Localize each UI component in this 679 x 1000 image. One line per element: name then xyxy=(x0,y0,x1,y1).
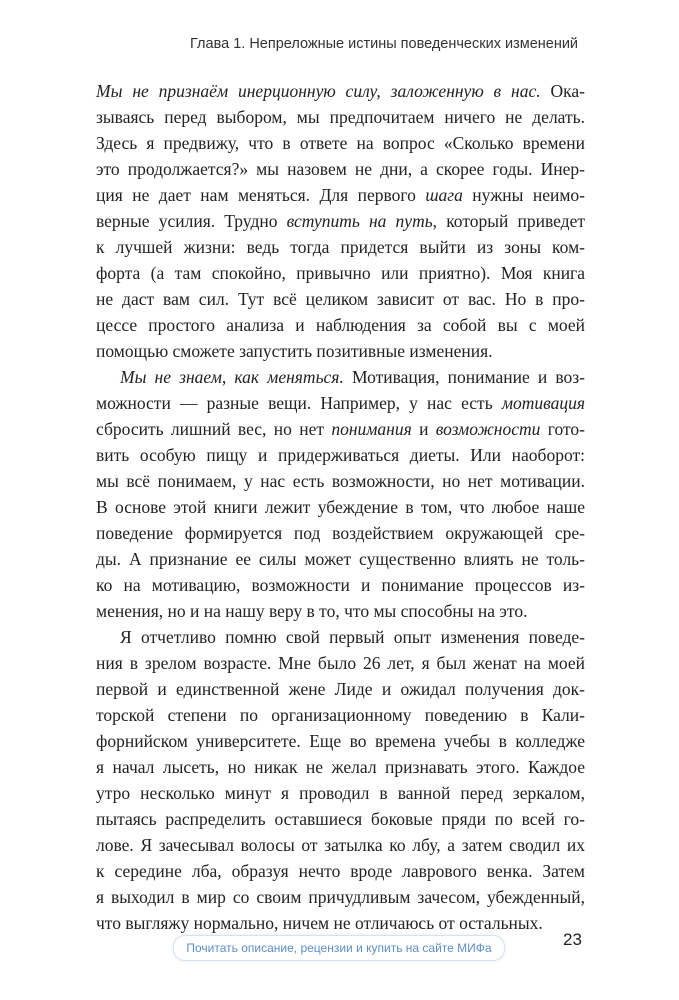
text-line xyxy=(96,156,585,182)
text-line xyxy=(96,312,585,338)
text-segment: сбросить лишний вес, но нет xyxy=(96,419,332,439)
text-segment: форнийском университете. Еще во времена учебы в колледже xyxy=(96,731,585,751)
text-line xyxy=(96,858,585,884)
text-segment: Я отчетливо помню свой первый опыт изменения поведе- xyxy=(120,627,585,647)
text-line xyxy=(96,208,585,234)
text-segment: и xyxy=(411,419,436,439)
page-number: 23 xyxy=(563,930,582,949)
text-segment: можности — разные вещи. Например, у нас есть xyxy=(96,393,502,413)
text-line xyxy=(96,780,585,806)
text-line xyxy=(96,598,585,624)
text-line xyxy=(96,234,585,260)
text-segment: пытаясь распределить оставшиеся боковые пряди по всей го- xyxy=(96,809,585,829)
text-line xyxy=(96,520,585,546)
text-line xyxy=(96,650,585,676)
text-line xyxy=(96,676,585,702)
text-line xyxy=(96,910,585,936)
text-line xyxy=(96,728,585,754)
text-segment: не даст вам сил. Тут всё целиком зависит от вас. Но в про- xyxy=(96,289,585,309)
text-line xyxy=(96,468,585,494)
text-line xyxy=(96,104,585,130)
text-segment: Мотивация, понимание и воз- xyxy=(343,367,585,387)
italic-text: Мы не знаем, как меняться. xyxy=(120,367,344,387)
text-line xyxy=(96,572,585,598)
text-line xyxy=(96,260,585,286)
text-segment: торской степени по организационному поведению в Кали- xyxy=(96,705,585,725)
text-segment: утро несколько минут я проводил в ванной перед зеркалом, xyxy=(96,783,585,803)
text-segment: к лучшей жизни: ведь тогда придется выйти из зоны ком- xyxy=(96,237,585,257)
text-segment: форта (а там спокойно, привычно или приятно). Моя книга xyxy=(96,263,585,283)
italic-text: понимания xyxy=(331,419,412,439)
text-line xyxy=(96,832,585,858)
text-line xyxy=(96,416,585,442)
text-segment: менения, но и на нашу веру в то, что мы способны на это. xyxy=(96,601,528,621)
text-line xyxy=(96,702,585,728)
text-segment: нужны неимо- xyxy=(462,185,585,205)
text-segment: зываясь перед выбором, мы предпочитаем ничего не делать. xyxy=(96,107,585,127)
text-line xyxy=(96,442,585,468)
text-segment: В основе этой книги лежит убеждение в том, что любое наше xyxy=(96,497,585,517)
text-line xyxy=(96,364,585,390)
buy-book-link[interactable]: Почитать описание, рецензии и купить на сайте МИФа xyxy=(173,935,505,961)
text-segment: я начал лысеть, но никак не желал признавать этого. Каждое xyxy=(96,757,585,777)
text-segment: , который приведет xyxy=(432,211,586,231)
text-segment: верные усилия. Трудно xyxy=(96,211,287,231)
text-line xyxy=(96,494,585,520)
italic-text: мотивация xyxy=(501,393,585,413)
text-line xyxy=(96,546,585,572)
text-segment: цессе простого анализа и наблюдения за собой вы с моей xyxy=(96,315,585,335)
text-segment: что выгляжу нормально, ничем не отличаюсь от остальных. xyxy=(96,913,543,933)
italic-text: возможности xyxy=(435,419,541,439)
text-line xyxy=(96,78,585,104)
text-segment: ция не дает нам меняться. Для первого xyxy=(96,185,426,205)
text-segment: вить особую пищу и придерживаться диеты. Или наоборот: xyxy=(96,445,585,465)
text-line xyxy=(96,286,585,312)
italic-text: шага xyxy=(425,185,463,205)
text-line xyxy=(96,182,585,208)
text-segment: первой и единственной жене Лиде и ожидал получения док- xyxy=(96,679,585,699)
text-line xyxy=(96,754,585,780)
text-segment: гото- xyxy=(540,419,585,439)
text-segment: мы всё понимаем, у нас есть возможности, но нет мотивации. xyxy=(96,471,585,491)
text-segment: помощью сможете запустить позитивные изменения. xyxy=(96,341,493,361)
italic-text: Мы не признаём инерционную силу, заложенную в нас. xyxy=(96,81,541,101)
text-line xyxy=(96,624,585,650)
text-segment: Здесь я предвижу, что в ответе на вопрос «Сколько времени xyxy=(96,133,585,153)
text-segment: ния в зрелом возрасте. Мне было 26 лет, я был женат на моей xyxy=(96,653,585,673)
text-segment: лове. Я зачесывал волосы от затылка ко лбу, а затем сводил их xyxy=(96,835,585,855)
text-line xyxy=(96,338,585,364)
text-segment: Ока- xyxy=(540,81,585,101)
text-line xyxy=(96,390,585,416)
text-line xyxy=(96,806,585,832)
text-line xyxy=(96,130,585,156)
text-segment: ко на мотивацию, возможности и понимание процессов из- xyxy=(96,575,585,595)
italic-text: вступить на путь xyxy=(286,211,433,231)
text-segment: я выходил в мир со своим причудливым зачесом, убежденный, xyxy=(96,887,585,907)
text-segment: это продолжается?» мы назовем не дни, а скорее годы. Инер- xyxy=(96,159,585,179)
text-segment: ды. А признание ее силы может существенно влиять не толь- xyxy=(96,549,585,569)
running-head: Глава 1. Непреложные истины поведенческих изменений xyxy=(190,36,579,52)
body-text xyxy=(96,78,585,936)
text-line xyxy=(96,884,585,910)
text-segment: к середине лба, образуя нечто вроде лаврового венка. Затем xyxy=(96,861,585,881)
text-segment: поведение формируется под воздействием окружающей сре- xyxy=(96,523,585,543)
